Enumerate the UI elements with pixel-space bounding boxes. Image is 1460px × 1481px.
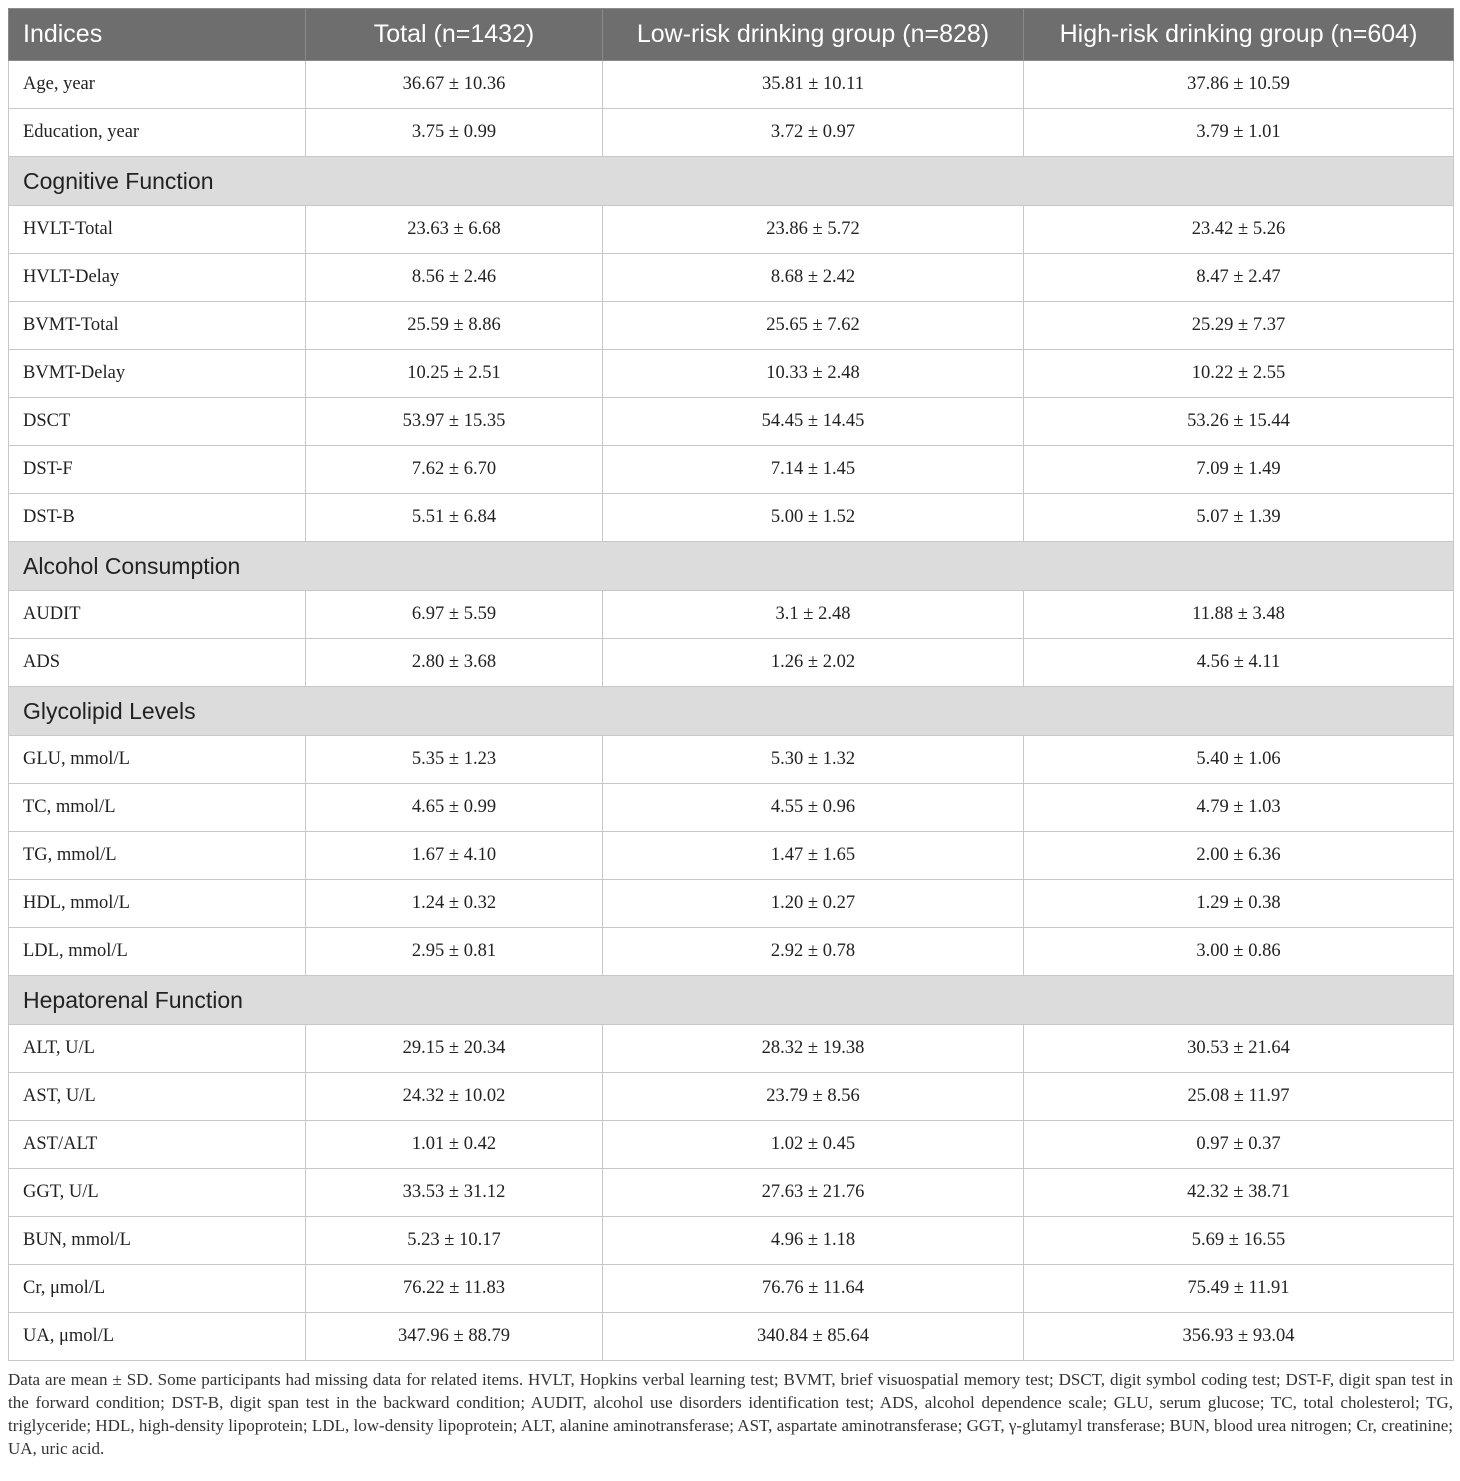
table-cell: 29.15 ± 20.34 xyxy=(306,1025,603,1073)
table-cell: 54.45 ± 14.45 xyxy=(603,398,1024,446)
table-row xyxy=(9,928,1454,976)
table-cell: 7.14 ± 1.45 xyxy=(603,446,1024,494)
section-row xyxy=(9,976,1454,1025)
table-cell: 2.00 ± 6.36 xyxy=(1024,832,1454,880)
table-cell: 27.63 ± 21.76 xyxy=(603,1169,1024,1217)
table-cell: 3.79 ± 1.01 xyxy=(1024,109,1454,157)
table-cell: 25.59 ± 8.86 xyxy=(306,302,603,350)
table-cell: 4.79 ± 1.03 xyxy=(1024,784,1454,832)
table-cell: 76.22 ± 11.83 xyxy=(306,1265,603,1313)
table-cell: 4.56 ± 4.11 xyxy=(1024,639,1454,687)
row-label: TC, mmol/L xyxy=(9,784,306,832)
row-label: HDL, mmol/L xyxy=(9,880,306,928)
table-cell: 30.53 ± 21.64 xyxy=(1024,1025,1454,1073)
table-cell: 5.30 ± 1.32 xyxy=(603,736,1024,784)
header-low-risk: Low-risk drinking group (n=828) xyxy=(603,9,1024,61)
row-label: AST/ALT xyxy=(9,1121,306,1169)
table-cell: 2.92 ± 0.78 xyxy=(603,928,1024,976)
table-cell: 10.33 ± 2.48 xyxy=(603,350,1024,398)
table-row xyxy=(9,736,1454,784)
table-cell: 1.26 ± 2.02 xyxy=(603,639,1024,687)
row-label: TG, mmol/L xyxy=(9,832,306,880)
row-label: GLU, mmol/L xyxy=(9,736,306,784)
table-row xyxy=(9,1169,1454,1217)
header-row xyxy=(9,9,1454,61)
table-cell: 356.93 ± 93.04 xyxy=(1024,1313,1454,1361)
table-row xyxy=(9,446,1454,494)
table-cell: 25.08 ± 11.97 xyxy=(1024,1073,1454,1121)
row-label: DSCT xyxy=(9,398,306,446)
table-cell: 6.97 ± 5.59 xyxy=(306,591,603,639)
table-cell: 7.09 ± 1.49 xyxy=(1024,446,1454,494)
row-label: AUDIT xyxy=(9,591,306,639)
header-high-risk: High-risk drinking group (n=604) xyxy=(1024,9,1454,61)
table-cell: 23.42 ± 5.26 xyxy=(1024,206,1454,254)
table-cell: 23.79 ± 8.56 xyxy=(603,1073,1024,1121)
section-label: Alcohol Consumption xyxy=(9,542,1454,591)
row-label: Education, year xyxy=(9,109,306,157)
table-cell: 347.96 ± 88.79 xyxy=(306,1313,603,1361)
table-row xyxy=(9,1121,1454,1169)
table-cell: 23.63 ± 6.68 xyxy=(306,206,603,254)
header-indices: Indices xyxy=(9,9,306,61)
table-cell: 10.22 ± 2.55 xyxy=(1024,350,1454,398)
table-cell: 5.51 ± 6.84 xyxy=(306,494,603,542)
table-row xyxy=(9,494,1454,542)
table-cell: 11.88 ± 3.48 xyxy=(1024,591,1454,639)
table-cell: 24.32 ± 10.02 xyxy=(306,1073,603,1121)
table-cell: 25.29 ± 7.37 xyxy=(1024,302,1454,350)
table-cell: 4.96 ± 1.18 xyxy=(603,1217,1024,1265)
table-cell: 25.65 ± 7.62 xyxy=(603,302,1024,350)
table-row xyxy=(9,254,1454,302)
section-label: Hepatorenal Function xyxy=(9,976,1454,1025)
table-row xyxy=(9,1313,1454,1361)
table-cell: 5.23 ± 10.17 xyxy=(306,1217,603,1265)
table-body xyxy=(9,61,1454,1361)
table-cell: 28.32 ± 19.38 xyxy=(603,1025,1024,1073)
table-cell: 5.40 ± 1.06 xyxy=(1024,736,1454,784)
section-row xyxy=(9,157,1454,206)
table-cell: 3.1 ± 2.48 xyxy=(603,591,1024,639)
table-container xyxy=(8,8,1453,1460)
table-cell: 2.95 ± 0.81 xyxy=(306,928,603,976)
row-label: Cr, μmol/L xyxy=(9,1265,306,1313)
table-cell: 5.07 ± 1.39 xyxy=(1024,494,1454,542)
row-label: BVMT-Delay xyxy=(9,350,306,398)
table-cell: 8.56 ± 2.46 xyxy=(306,254,603,302)
table-cell: 4.55 ± 0.96 xyxy=(603,784,1024,832)
table-cell: 0.97 ± 0.37 xyxy=(1024,1121,1454,1169)
table-row xyxy=(9,61,1454,109)
table-cell: 3.75 ± 0.99 xyxy=(306,109,603,157)
table-cell: 53.97 ± 15.35 xyxy=(306,398,603,446)
table-cell: 3.72 ± 0.97 xyxy=(603,109,1024,157)
row-label: AST, U/L xyxy=(9,1073,306,1121)
table-row xyxy=(9,1025,1454,1073)
table-header xyxy=(9,9,1454,61)
section-row xyxy=(9,687,1454,736)
table-cell: 1.02 ± 0.45 xyxy=(603,1121,1024,1169)
row-label: ADS xyxy=(9,639,306,687)
section-label: Glycolipid Levels xyxy=(9,687,1454,736)
table-cell: 3.00 ± 0.86 xyxy=(1024,928,1454,976)
row-label: ALT, U/L xyxy=(9,1025,306,1073)
table-cell: 2.80 ± 3.68 xyxy=(306,639,603,687)
table-cell: 42.32 ± 38.71 xyxy=(1024,1169,1454,1217)
table-row xyxy=(9,109,1454,157)
table-cell: 33.53 ± 31.12 xyxy=(306,1169,603,1217)
section-label: Cognitive Function xyxy=(9,157,1454,206)
row-label: DST-F xyxy=(9,446,306,494)
table-cell: 340.84 ± 85.64 xyxy=(603,1313,1024,1361)
table-row xyxy=(9,639,1454,687)
table-cell: 8.68 ± 2.42 xyxy=(603,254,1024,302)
row-label: LDL, mmol/L xyxy=(9,928,306,976)
table-cell: 37.86 ± 10.59 xyxy=(1024,61,1454,109)
table-cell: 1.24 ± 0.32 xyxy=(306,880,603,928)
table-cell: 10.25 ± 2.51 xyxy=(306,350,603,398)
table-row xyxy=(9,784,1454,832)
table-row xyxy=(9,398,1454,446)
table-cell: 1.01 ± 0.42 xyxy=(306,1121,603,1169)
table-cell: 36.67 ± 10.36 xyxy=(306,61,603,109)
table-cell: 35.81 ± 10.11 xyxy=(603,61,1024,109)
table-cell: 5.35 ± 1.23 xyxy=(306,736,603,784)
table-cell: 4.65 ± 0.99 xyxy=(306,784,603,832)
table-cell: 1.29 ± 0.38 xyxy=(1024,880,1454,928)
row-label: BVMT-Total xyxy=(9,302,306,350)
table-cell: 53.26 ± 15.44 xyxy=(1024,398,1454,446)
table-row xyxy=(9,1073,1454,1121)
table-row xyxy=(9,302,1454,350)
row-label: UA, μmol/L xyxy=(9,1313,306,1361)
table-cell: 1.67 ± 4.10 xyxy=(306,832,603,880)
table-cell: 1.47 ± 1.65 xyxy=(603,832,1024,880)
table-cell: 7.62 ± 6.70 xyxy=(306,446,603,494)
table-row xyxy=(9,1265,1454,1313)
header-total: Total (n=1432) xyxy=(306,9,603,61)
table-row xyxy=(9,350,1454,398)
table-cell: 5.69 ± 16.55 xyxy=(1024,1217,1454,1265)
row-label: HVLT-Delay xyxy=(9,254,306,302)
table-cell: 5.00 ± 1.52 xyxy=(603,494,1024,542)
table-footnote: Data are mean ± SD. Some participants had missing data for related items. HVLT, Hopkins verbal learning test; BVMT, brief visuospatial memory test; DSCT, digit symbol coding test; DST-F, digit span test in the forward condition; DST-B, digit span test in the backward condition; AUDIT, alcohol use disorders identification test; ADS, alcohol dependence scale; GLU, serum glucose; TC, total cholesterol; TG, triglyceride; HDL, high-density lipoprotein; LDL, low-density lipoprotein; ALT, alanine aminotransferase; AST, aspartate aminotransferase; GGT, γ-glutamyl transferase; BUN, blood urea nitrogen; Cr, creatinine; UA, uric acid. xyxy=(8,1370,1453,1458)
row-label: DST-B xyxy=(9,494,306,542)
table-row xyxy=(9,1217,1454,1265)
data-table xyxy=(8,8,1454,1361)
table-cell: 23.86 ± 5.72 xyxy=(603,206,1024,254)
row-label: GGT, U/L xyxy=(9,1169,306,1217)
row-label: Age, year xyxy=(9,61,306,109)
table-row xyxy=(9,591,1454,639)
table-cell: 1.20 ± 0.27 xyxy=(603,880,1024,928)
table-cell: 76.76 ± 11.64 xyxy=(603,1265,1024,1313)
table-cell: 75.49 ± 11.91 xyxy=(1024,1265,1454,1313)
table-row xyxy=(9,206,1454,254)
row-label: HVLT-Total xyxy=(9,206,306,254)
row-label: BUN, mmol/L xyxy=(9,1217,306,1265)
table-row xyxy=(9,832,1454,880)
table-cell: 8.47 ± 2.47 xyxy=(1024,254,1454,302)
table-row xyxy=(9,880,1454,928)
section-row xyxy=(9,542,1454,591)
